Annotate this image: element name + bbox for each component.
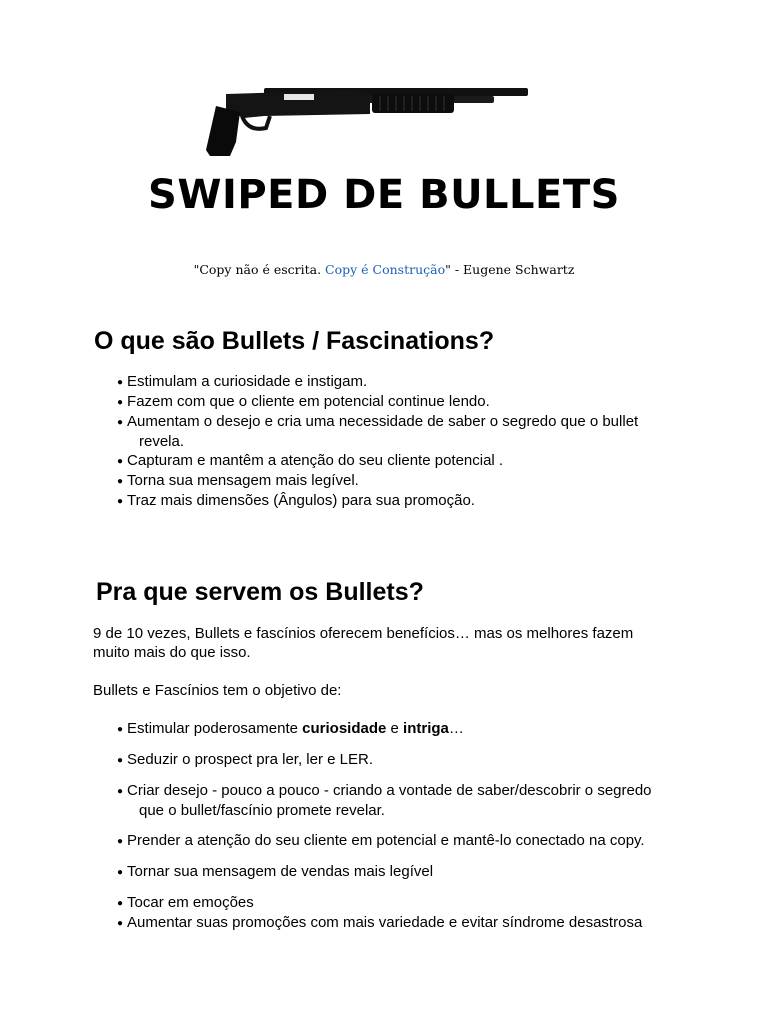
section-heading-what-are-they-for: Pra que servem os Bullets? [96, 578, 424, 606]
quote-link[interactable]: Copy é Construção [325, 262, 446, 277]
document-title: SWIPED DE BULLETS [148, 172, 620, 218]
list-item: ● Torna sua mensagem mais legível. [117, 471, 677, 491]
what-are-bullets-list [117, 372, 677, 511]
section-heading-what-are-bullets: O que são Bullets / Fascinations? [94, 327, 495, 355]
list-item: ● Capturam e mantêm a atenção do seu cliente potencial . [117, 451, 677, 471]
list-item: ● Aumentam o desejo e cria uma necessidade de saber o segredo que o bullet revela. [117, 412, 677, 451]
quote-text-start: "Copy não é escrita. [193, 262, 326, 277]
list-item: ● Estimular poderosamente curiosidade e intriga… [117, 719, 687, 739]
list-item: ● Prender a atenção do seu cliente em potencial e mantê-lo conectado na copy. [117, 831, 687, 851]
list-item: ● Seduzir o prospect pra ler, ler e LER. [117, 750, 687, 770]
list-item: ● Traz mais dimensões (Ângulos) para sua promoção. [117, 491, 677, 511]
shotgun-image [204, 84, 530, 160]
list-item: ● Criar desejo - pouco a pouco - criando a vontade de saber/descobrir o segredo que o bullet/fascínio promete revelar. [117, 781, 687, 820]
list-item: ● Estimulam a curiosidade e instigam. [117, 372, 677, 392]
list-item: ● Fazem com que o cliente em potencial continue lendo. [117, 392, 677, 412]
list-item: ● Tocar em emoções [117, 893, 687, 913]
quote-line [0, 262, 768, 277]
list-item: ● Tornar sua mensagem de vendas mais legível [117, 862, 687, 882]
intro-paragraph: 9 de 10 vezes, Bullets e fascínios oferecem benefícios… mas os melhores fazem muito mais do que isso. [93, 625, 634, 661]
list-item: ● Aumentar suas promoções com mais variedade e evitar síndrome desastrosa [117, 913, 687, 933]
bullet-purposes-list [117, 719, 687, 933]
quote-text-end: " - Eugene Schwartz [445, 262, 575, 277]
objective-paragraph: Bullets e Fascínios tem o objetivo de: [93, 682, 342, 699]
